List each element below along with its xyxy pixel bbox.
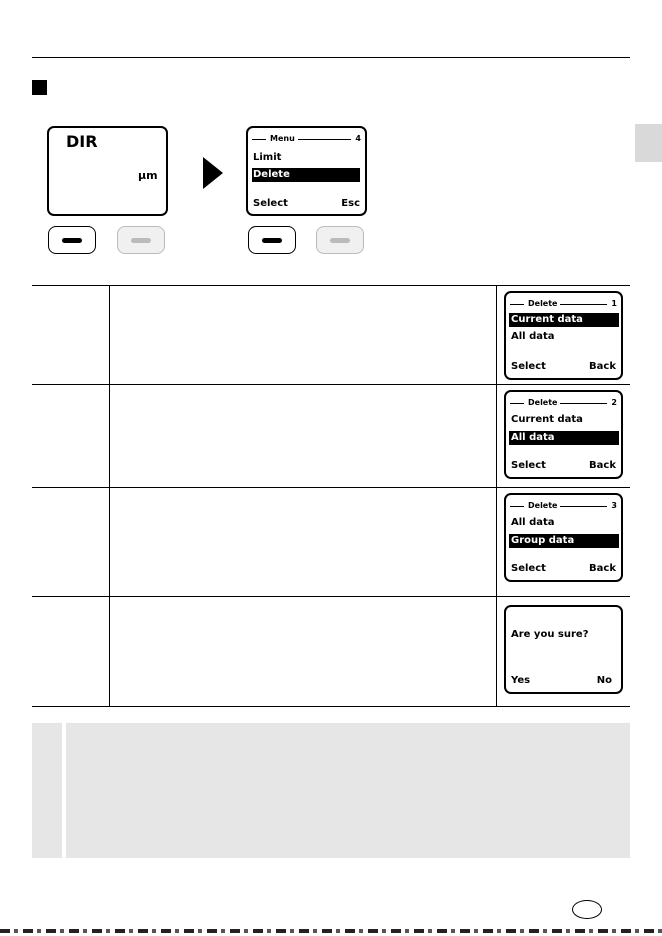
table-row bbox=[32, 488, 630, 597]
screen1-unit: µm bbox=[138, 169, 158, 182]
table-row bbox=[32, 597, 630, 707]
screen-number: 1 bbox=[611, 299, 617, 308]
softkey-select-label: Select bbox=[511, 563, 546, 574]
language-oval bbox=[572, 900, 602, 919]
left-softkey-button[interactable] bbox=[48, 226, 96, 254]
screen-number: 3 bbox=[611, 501, 617, 510]
right-softkey-button[interactable] bbox=[117, 226, 165, 254]
option-all-data[interactable]: All data bbox=[511, 331, 555, 342]
note-box bbox=[32, 723, 630, 858]
delete-title: Delete bbox=[528, 398, 558, 407]
option-all-data[interactable]: All data bbox=[509, 431, 619, 445]
option-all-data[interactable]: All data bbox=[511, 517, 555, 528]
lcd-screen-menu bbox=[246, 126, 367, 216]
lcd-screen-delete-3 bbox=[504, 493, 623, 582]
table-row bbox=[32, 385, 630, 488]
softkey-select-label: Select bbox=[511, 361, 546, 372]
right-softkey-button[interactable] bbox=[316, 226, 364, 254]
softkey-no-label[interactable]: No bbox=[596, 675, 612, 686]
option-group-data[interactable]: Group data bbox=[509, 534, 619, 548]
lcd-screen-delete-2 bbox=[504, 390, 623, 479]
menu-number: 4 bbox=[355, 134, 361, 143]
left-softkey-button[interactable] bbox=[248, 226, 296, 254]
menu-item-limit[interactable]: Limit bbox=[253, 152, 282, 163]
lcd-screen-confirm bbox=[504, 605, 623, 694]
softkey-yes-label[interactable]: Yes bbox=[511, 675, 531, 686]
screen-number: 2 bbox=[611, 398, 617, 407]
softkey-back-label: Back bbox=[589, 563, 616, 574]
footer-strip bbox=[0, 929, 662, 933]
option-current-data[interactable]: Current data bbox=[511, 414, 583, 425]
menu-title: Menu bbox=[270, 134, 295, 143]
side-tab bbox=[635, 124, 662, 162]
section-marker bbox=[32, 80, 47, 95]
steps-table bbox=[32, 285, 630, 707]
delete-title: Delete bbox=[528, 501, 558, 510]
menu-header bbox=[252, 134, 361, 144]
screen1-dir: DIR bbox=[66, 132, 98, 151]
confirm-message: Are you sure? bbox=[511, 629, 589, 640]
table-row bbox=[32, 286, 630, 385]
delete-title: Delete bbox=[528, 299, 558, 308]
softkey-back-label: Back bbox=[589, 460, 616, 471]
softkey-back-label: Back bbox=[589, 361, 616, 372]
lcd-screen-measure bbox=[47, 126, 168, 216]
option-current-data[interactable]: Current data bbox=[509, 313, 619, 327]
softkey-select-label: Select bbox=[253, 198, 288, 209]
menu-item-delete[interactable]: Delete bbox=[252, 168, 360, 182]
top-rule bbox=[32, 57, 630, 58]
softkey-esc-label: Esc bbox=[341, 198, 360, 209]
arrow-right-icon bbox=[203, 157, 223, 189]
lcd-screen-delete-1 bbox=[504, 291, 623, 380]
softkey-select-label: Select bbox=[511, 460, 546, 471]
